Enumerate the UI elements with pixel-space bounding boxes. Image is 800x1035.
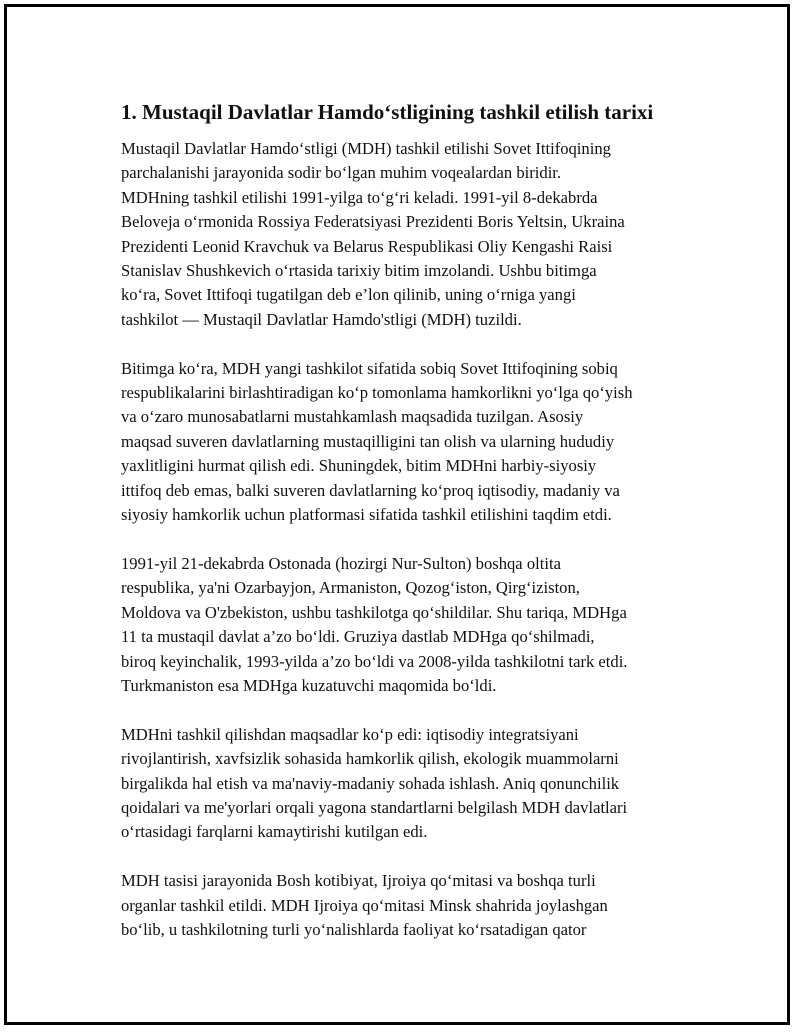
section-title: 1. Mustaqil Davlatlar Hamdo‘stligining tashkil etilish tarixi [121, 100, 654, 124]
paragraph-line: MDH tasisi jarayonida Bosh kotibiyat, Ijroiya qo‘mitasi va boshqa turli [121, 871, 596, 891]
paragraph-line: 1991-yil 21-dekabrda Ostonada (hozirgi Nur-Sulton) boshqa oltita [121, 553, 561, 573]
paragraph-list [121, 137, 701, 942]
paragraph-line: Stanislav Shushkevich o‘rtasida tarixiy bitim imzolandi. Ushbu bitimga [121, 261, 597, 281]
paragraph [121, 552, 701, 698]
paragraph [121, 723, 701, 845]
paragraph-line: ko‘ra, Sovet Ittifoqi tugatilgan deb e’lon qilinib, uning o‘rniga yangi [121, 285, 576, 305]
paragraph-line: MDHning tashkil etilishi 1991-yilga to‘g‘ri keladi. 1991-yil 8-dekabrda [121, 187, 598, 207]
paragraph-line: va o‘zaro munosabatlarni mustahkamlash maqsadida tuzilgan. Asosiy [121, 407, 584, 427]
paragraph [121, 137, 701, 332]
paragraph-line: Moldova va O'zbekiston, ushbu tashkilotga qo‘shildilar. Shu tariqa, MDHga [121, 602, 627, 622]
paragraph-line: bo‘lib, u tashkilotning turli yo‘nalishlarda faoliyat ko‘rsatadigan qator [121, 919, 587, 939]
paragraph-line: organlar tashkil etildi. MDH Ijroiya qo‘mitasi Minsk shahrida joylashgan [121, 895, 608, 915]
paragraph-line: Beloveja o‘rmonida Rossiya Federatsiyasi Prezidenti Boris Yeltsin, Ukraina [121, 212, 625, 232]
paragraph-line: Mustaqil Davlatlar Hamdo‘stligi (MDH) tashkil etilishi Sovet Ittifoqining [121, 139, 611, 158]
paragraph-line: respublikalarini birlashtiradigan ko‘p tomonlama hamkorlikni yo‘lga qo‘yish [121, 383, 633, 403]
paragraph-line: tashkilot — Mustaqil Davlatlar Hamdo'stligi (MDH) tuzildi. [121, 309, 522, 329]
paragraph-line: respublika, ya'ni Ozarbayjon, Armaniston, Qozog‘iston, Qirg‘iziston, [121, 578, 580, 598]
paragraph-line: Turkmaniston esa MDHga kuzatuvchi maqomida bo‘ldi. [121, 675, 497, 695]
paragraph [121, 357, 701, 528]
paragraph-line: qoidalari va me'yorlari orqali yagona standartlarni belgilash MDH davlatlari [121, 797, 628, 817]
paragraph-line: parchalanishi jarayonida sodir bo‘lgan muhim voqealardan biridir. [121, 163, 562, 183]
paragraph-line: Prezidenti Leonid Kravchuk va Belarus Respublikasi Oliy Kengashi Raisi [121, 236, 613, 256]
paragraph-line: birgalikda hal etish va ma'naviy-madaniy sohada ishlash. Aniq qonunchilik [121, 773, 620, 793]
paragraph [121, 869, 701, 942]
paragraph-line: biroq keyinchalik, 1993-yilda a’zo bo‘ldi va 2008-yilda tashkilotni tark etdi. [121, 651, 628, 671]
paragraph-line: o‘rtasidagi farqlarni kamaytirishi kutilgan edi. [121, 822, 428, 842]
paragraph-line: maqsad suveren davlatlarning mustaqilligini tan olish va ularning hududiy [121, 431, 615, 451]
paragraph-line: siyosiy hamkorlik uchun platformasi sifatida tashkil etilishini taqdim etdi. [121, 505, 612, 525]
paragraph-line: ittifoq deb emas, balki suveren davlatlarning ko‘proq iqtisodiy, madaniy va [121, 480, 620, 500]
paragraph-line: 11 ta mustaqil davlat a’zo bo‘ldi. Gruziya dastlab MDHga qo‘shilmadi, [121, 627, 595, 647]
document-page [4, 4, 790, 1025]
paragraph-line: MDHni tashkil qilishdan maqsadlar ko‘p edi: iqtisodiy integratsiyani [121, 724, 579, 744]
paragraph-line: Bitimga ko‘ra, MDH yangi tashkilot sifatida sobiq Sovet Ittifoqining sobiq [121, 358, 618, 378]
paragraph-line: yaxlitligini hurmat qilish edi. Shuningdek, bitim MDHni harbiy-siyosiy [121, 456, 597, 476]
document-content [121, 99, 701, 967]
paragraph-line: rivojlantirish, xavfsizlik sohasida hamkorlik qilish, ekologik muammolarni [121, 749, 619, 769]
